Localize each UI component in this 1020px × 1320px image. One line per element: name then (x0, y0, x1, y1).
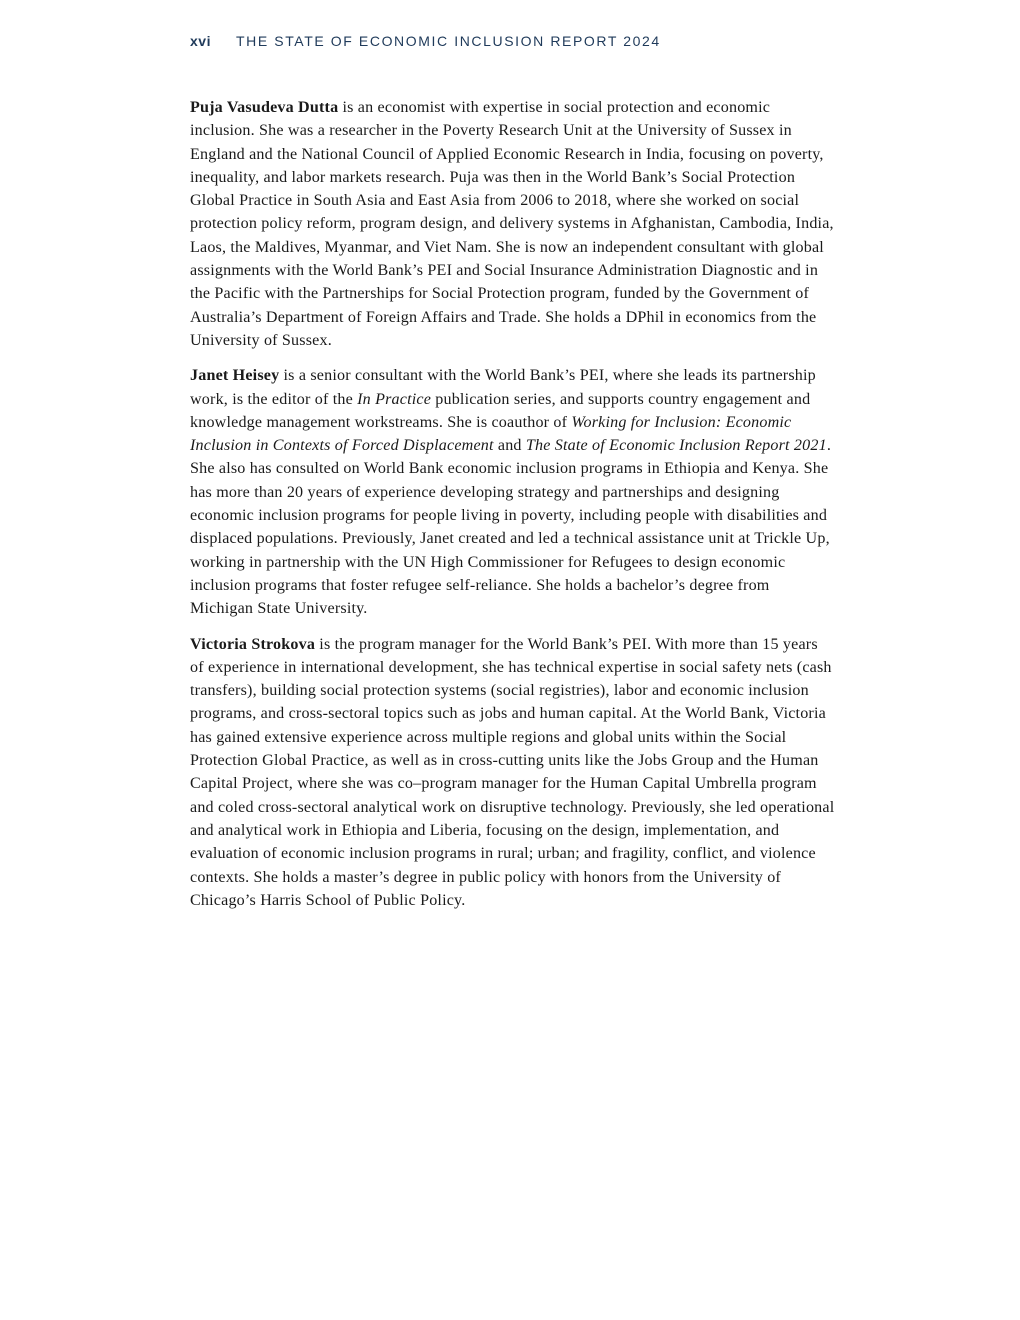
running-title: THE STATE OF ECONOMIC INCLUSION REPORT 2024 (235, 33, 661, 49)
publication-title: Working for Inclusion: Economic Inclusion in Contexts of Forced Displacement (190, 413, 792, 455)
bio-text: and (493, 437, 526, 455)
bio-text: . She also has consulted on World Bank economic inclusion programs in Ethiopia and Kenya. She has more than 20 years of experience developing strategy and partnerships and designing economic inclusion programs for people living in poverty, including people with disabilities and displaced populations. Previously, Janet created and led a technical assistance unit at Trickle Up, working in partnership with the UN High Commissioner for Refugees to design economic inclusion programs that foster refugee self-reliance. She holds a bachelor’s degree from Michigan State University. (190, 437, 832, 618)
bio-name: Janet Heisey (190, 367, 280, 385)
bio-name: Victoria Strokova (190, 635, 316, 653)
publication-title: In Practice (357, 390, 432, 408)
bio-text: publication series, and supports country engagement and knowledge management workstreams. She is coauthor of (190, 390, 811, 431)
running-header (190, 33, 661, 49)
bio-text: is a senior consultant with the World Bank’s PEI, where she leads its partnership work, is the editor of the (190, 367, 816, 408)
bio-text: is an economist with expertise in social protection and economic inclusion. She was a researcher in the Poverty Research Unit at the University of Sussex in England and the National Council of Applied Economic Research in India, focusing on poverty, inequality, and labor markets research. Puja was then in the World Bank’s Social Protection Global Practice in South Asia and East Asia from 2006 to 2018, where she worked on social protection policy reform, program design, and delivery systems in Afghanistan, Cambodia, India, Laos, the Maldives, Myanmar, and Viet Nam. She is now an independent consultant with global assignments with the World Bank’s PEI and Social Insurance Administration Diagnostic and in the Pacific with the Partnerships for Social Protection program, funded by the Government of Australia’s Department of Foreign Affairs and Trade. She holds a DPhil in economics from the University of Sussex. (190, 99, 834, 349)
bio-paragraph-janet (190, 364, 835, 620)
bio-text: is the program manager for the World Bank’s PEI. With more than 15 years of experience in international development, she has technical expertise in social safety nets (cash transfers), building social protection systems (social registries), labor and economic inclusion programs, and cross-sectoral topics such as jobs and human capital. At the World Bank, Victoria has gained extensive experience across multiple regions and global units within the Social Protection Global Practice, as well as in cross-cutting units like the Jobs Group and the Human Capital Project, where she was co–program manager for the Human Capital Umbrella program and coled cross-sectoral analytical work on disruptive technology. Previously, she led operational and analytical work in Ethiopia and Liberia, focusing on the design, implementation, and evaluation of economic inclusion programs in rural; urban; and fragility, conflict, and violence contexts. She holds a master’s degree in public policy with honors from the University of Chicago’s Harris School of Public Policy. (190, 635, 835, 909)
bio-name: Puja Vasudeva Dutta (190, 99, 339, 116)
page-body (190, 96, 835, 924)
publication-title: The State of Economic Inclusion Report 2021 (525, 437, 827, 455)
bio-paragraph-victoria (190, 633, 835, 913)
page-number: xvi (190, 33, 211, 49)
bio-paragraph-puja (190, 96, 835, 352)
